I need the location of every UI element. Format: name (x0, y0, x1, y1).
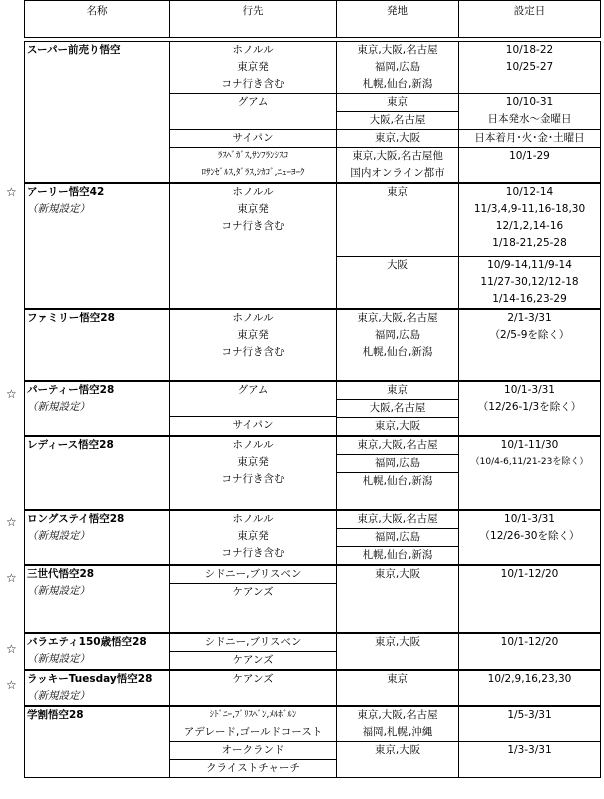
origin: 東京 (387, 673, 408, 685)
header-name: 名称 (25, 1, 170, 38)
table-row (25, 381, 601, 436)
destination: アデレード,ゴールドコースト (183, 726, 323, 738)
origin: 札幌,仙台,新潟 (362, 346, 433, 358)
origin: 福岡,広島 (337, 454, 458, 472)
date: （12/26-1/3を除く） (477, 401, 582, 413)
origin: 福岡,広島 (337, 528, 458, 546)
date: 10/10-31 (505, 96, 554, 108)
destination: 東京発 (237, 329, 269, 341)
table-row (25, 510, 601, 565)
origin: 東京,大阪 (374, 636, 421, 648)
tour-note: （新規設定） (27, 585, 90, 597)
date: 日本着月･火･金･土曜日 (474, 132, 585, 144)
date: （2/5-9を除く） (489, 329, 570, 341)
new-star-mark: ☆ (6, 678, 17, 692)
origin: 大阪,名古屋 (369, 114, 426, 126)
destination: クライストチャーチ (170, 759, 336, 777)
tour-name: 学割悟空28 (27, 709, 84, 721)
destination: ケアンズ (170, 651, 336, 669)
tour-name: 三世代悟空28 (27, 568, 95, 580)
origin: 東京,大阪,名古屋 (357, 439, 438, 451)
tour-note: （新規設定） (27, 530, 90, 542)
destination: オークランド (170, 741, 336, 759)
date: 10/2,9,16,23,30 (487, 673, 572, 685)
table-row (25, 565, 601, 633)
date: 2/1-3/31 (507, 312, 552, 324)
new-star-mark: ☆ (6, 571, 17, 585)
destination: 東京発 (237, 456, 269, 468)
destination: 東京発 (237, 203, 269, 215)
destination: グアム (237, 384, 269, 396)
date: 10/1-3/31 (504, 384, 555, 396)
tour-name: ラッキーTuesday悟空28 (27, 673, 153, 685)
destination: ホノルル (232, 439, 274, 451)
new-star-mark: ☆ (6, 387, 17, 401)
destination: ホノルル (232, 44, 274, 56)
header-row (25, 1, 601, 38)
new-star-mark: ☆ (6, 515, 17, 529)
tour-name: アーリー悟空42 (27, 186, 105, 198)
date: 10/18-22 (505, 44, 554, 56)
destination: サイパン (232, 132, 274, 144)
new-star-mark: ☆ (6, 185, 17, 199)
origin: 福岡,広島 (374, 329, 421, 341)
table-row (25, 706, 601, 778)
destination: ケアンズ (170, 583, 336, 601)
destination: コナ行き含む (221, 78, 285, 90)
table-row (25, 42, 601, 94)
date: 11/27-30,12/12-18 (480, 276, 579, 288)
destination: グアム (237, 96, 269, 108)
header-origin: 発地 (337, 1, 459, 38)
destination: 東京発 (237, 61, 269, 73)
tour-name: ファミリー悟空28 (27, 312, 115, 324)
origin: 東京,大阪,名古屋他 (352, 150, 443, 162)
destination: ﾗｽﾍﾞｶﾞｽ,ｻﾝﾌﾗﾝｼｽｺ (217, 151, 289, 161)
origin: 札幌,仙台,新潟 (337, 472, 458, 490)
date: （10/4-6,11/21-23を除く） (470, 457, 589, 467)
date: 1/3-3/31 (459, 741, 600, 759)
origin: 国内オンライン都市 (350, 167, 445, 179)
date: 1/5-3/31 (507, 709, 552, 721)
header-dates: 設定日 (459, 1, 601, 38)
date: 10/9-14,11/9-14 (487, 259, 572, 271)
tour-note: （新規設定） (27, 690, 90, 702)
destination: コナ行き含む (221, 220, 285, 232)
destination: ケアンズ (232, 673, 274, 685)
table-row (25, 309, 601, 381)
new-star-mark: ☆ (6, 642, 17, 656)
tour-note: （新規設定） (27, 203, 90, 215)
date: 12/1,2,14-16 (495, 220, 564, 232)
tour-name: レディース悟空28 (27, 439, 114, 451)
date: 11/3,4,9-11,16-18,30 (473, 203, 586, 215)
destination: ｼﾄﾞﾆｰ,ﾌﾞﾘｽﾍﾞﾝ,ﾒﾙﾎﾞﾙﾝ (209, 710, 297, 720)
destination: ホノルル (232, 513, 274, 525)
table-row (25, 633, 601, 670)
destination: 東京発 (237, 530, 269, 542)
tour-name: スーパー前売り悟空 (27, 44, 121, 56)
origin: 東京,大阪,名古屋 (357, 513, 438, 525)
destination: コナ行き含む (221, 547, 285, 559)
date: 10/1-11/30 (500, 439, 559, 451)
date: 10/12-14 (505, 186, 554, 198)
origin: 東京,大阪,名古屋 (357, 709, 438, 721)
destination: ホノルル (232, 186, 274, 198)
origin: 東京,大阪 (337, 741, 458, 759)
tour-note: （新規設定） (27, 653, 90, 665)
table-row (25, 436, 601, 510)
date: 10/25-27 (505, 61, 554, 73)
date: 10/1-29 (509, 150, 550, 162)
origin: 札幌,仙台,新潟 (337, 546, 458, 564)
destination: シドニー,ブリスベン (204, 636, 302, 648)
tour-name: バラエティ150歳悟空28 (27, 636, 147, 648)
date: 1/18-21,25-28 (492, 237, 567, 249)
schedule-table (24, 0, 601, 778)
origin: 福岡,札幌,沖縄 (362, 726, 433, 738)
tour-name: パーティー悟空28 (27, 384, 115, 396)
table-row (25, 670, 601, 706)
date: （12/26-30を除く） (479, 530, 580, 542)
destination: サイパン (170, 416, 336, 434)
origin: 札幌,仙台,新潟 (362, 78, 433, 90)
destination: コナ行き含む (221, 346, 285, 358)
date: 日本発水～金曜日 (487, 113, 572, 125)
origin: 福岡,広島 (374, 61, 421, 73)
header-destination: 行先 (170, 1, 337, 38)
destination: コナ行き含む (221, 473, 285, 485)
tour-note: （新規設定） (27, 401, 90, 413)
origin: 大阪,名古屋 (337, 399, 458, 417)
origin: 東京 (387, 186, 408, 198)
date: 10/1-12/20 (500, 636, 559, 648)
origin: 東京,大阪 (374, 132, 421, 144)
origin: 東京,大阪 (337, 417, 458, 435)
origin: 東京,大阪 (374, 568, 421, 580)
destination: ﾛｻﾝｾﾞﾙｽ,ﾀﾞﾗｽ,ｼｶｺﾞ,ﾆｭｰﾖｰｸ (201, 168, 305, 178)
date: 10/1-12/20 (500, 568, 559, 580)
tour-name: ロングステイ悟空28 (27, 513, 125, 525)
date: 10/1-3/31 (504, 513, 555, 525)
origin: 東京 (387, 96, 408, 108)
origin: 東京 (387, 384, 408, 396)
destination: シドニー,ブリスベン (204, 568, 302, 580)
date: 1/14-16,23-29 (492, 293, 567, 305)
origin: 東京,大阪,名古屋 (357, 312, 438, 324)
destination: ホノルル (232, 312, 274, 324)
table-row (25, 183, 601, 257)
origin: 東京,大阪,名古屋 (357, 44, 438, 56)
origin: 大阪 (387, 259, 408, 271)
